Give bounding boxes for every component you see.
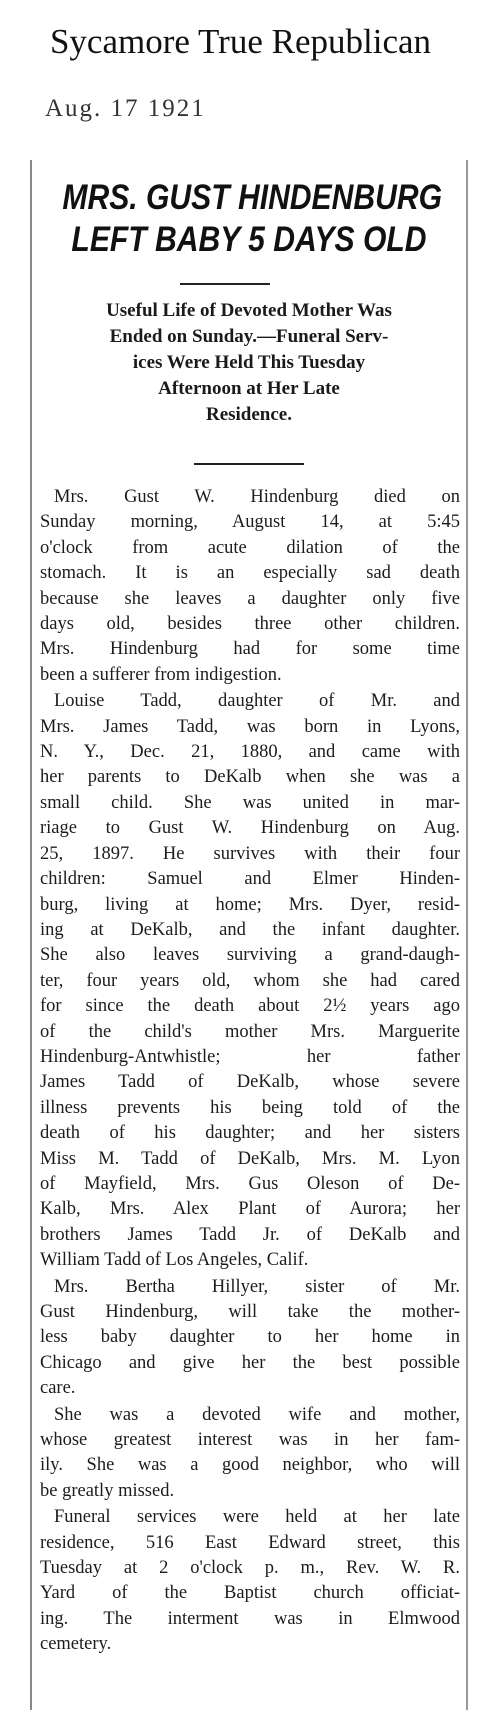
article-line: care. [40, 1378, 76, 1399]
subhead-line: Useful Life of Devoted Mother Was [106, 300, 392, 321]
article-line: of Mayfield, Mrs. Gus Oleson of De- [40, 1173, 460, 1194]
article-line: less baby daughter to her home in [40, 1327, 460, 1348]
article-line: ing at DeKalb, and the infant daughter. [40, 919, 460, 940]
article-line: small child. She was united in mar- [40, 792, 460, 813]
article-line: days old, besides three other children. [40, 614, 460, 635]
subhead-divider [194, 463, 304, 465]
article-line: brothers James Tadd Jr. of DeKalb and [40, 1224, 460, 1245]
article-line: riage to Gust W. Hindenburg on Aug. [40, 818, 460, 839]
article-line: Mrs. Hindenburg had for some time [40, 639, 460, 660]
headline-line-1: MRS. GUST HINDENBURG [62, 178, 442, 217]
article-line: o'clock from acute dilation of the [40, 537, 460, 558]
article-line: cemetery. [40, 1634, 112, 1655]
article-line: ter, four years old, whom she had cared [40, 970, 460, 991]
article-line: Kalb, Mrs. Alex Plant of Aurora; her [40, 1199, 460, 1220]
article-line: William Tadd of Los Angeles, Calif. [40, 1250, 309, 1271]
article-line: Funeral services were held at her late [54, 1507, 460, 1528]
article-line: been a sufferer from indigestion. [40, 664, 282, 685]
headline-line-2: LEFT BABY 5 DAYS OLD [71, 220, 427, 259]
article-line: James Tadd of DeKalb, whose severe [40, 1072, 460, 1093]
article-line: ing. The interment was in Elmwood [40, 1608, 460, 1629]
article-line: Chicago and give her the best possible [40, 1352, 460, 1373]
article-line: stomach. It is an especially sad death [40, 563, 460, 584]
article-line: residence, 516 East Edward street, this [40, 1532, 460, 1553]
subhead-line: Afternoon at Her Late [158, 378, 340, 399]
article-line: Miss M. Tadd of DeKalb, Mrs. M. Lyon [40, 1148, 460, 1169]
subhead-line: ices Were Held This Tuesday [132, 352, 366, 373]
article-line: burg, living at home; Mrs. Dyer, resid- [40, 894, 460, 915]
article-line: be greatly missed. [40, 1480, 175, 1501]
article-line: of the child's mother Mrs. Marguerite [40, 1021, 460, 1042]
article-line: Louise Tadd, daughter of Mr. and [54, 691, 460, 712]
article-line: Mrs. Gust W. Hindenburg died on [54, 487, 460, 507]
article-line: illness prevents his being told of the [40, 1097, 460, 1118]
article-line: because she leaves a daughter only five [40, 588, 460, 609]
article-line: Gust Hindenburg, will take the mother- [40, 1302, 460, 1322]
article-line: for since the death about 2½ years ago [40, 996, 460, 1017]
article-line: Hindenburg-Antwhistle; her father [40, 1046, 460, 1067]
article-line: N. Y., Dec. 21, 1880, and came with [40, 742, 460, 763]
article-clipping [30, 160, 468, 1710]
article-paragraph [40, 485, 460, 688]
article-line: children: Samuel and Elmer Hinden- [40, 869, 460, 890]
newspaper-masthead: Sycamore True Republican [49, 22, 432, 61]
subhead-line: Residence. [205, 404, 292, 425]
article-body [40, 485, 460, 1658]
article-line: She was a devoted wife and mother, [54, 1404, 460, 1425]
article-line: Sunday morning, August 14, at 5:45 [40, 512, 460, 533]
article-line: Tuesday at 2 o'clock p. m., Rev. W. R. [40, 1558, 460, 1579]
article-paragraph [40, 1505, 460, 1657]
article-line: her parents to DeKalb when she was a [40, 767, 460, 788]
article-line: 25, 1897. He survives with their four [40, 843, 460, 864]
article-line: death of his daughter; and her sisters [40, 1123, 460, 1144]
article-line: Mrs. Bertha Hillyer, sister of Mr. [54, 1276, 460, 1297]
article-line: whose greatest interest was in her fam- [40, 1430, 460, 1451]
article-paragraph [40, 1403, 460, 1505]
article-line: She also leaves surviving a grand-daugh- [40, 945, 460, 966]
article-paragraph [40, 689, 460, 1273]
article-paragraph [40, 1275, 460, 1402]
publication-date: Aug. 17 1921 [45, 95, 206, 122]
article-line: ily. She was a good neighbor, who will [40, 1455, 460, 1476]
article-line: Yard of the Baptist church officiat- [40, 1583, 460, 1604]
headline-divider [180, 283, 270, 285]
subheadline [32, 298, 466, 428]
subhead-line: Ended on Sunday.—Funeral Serv- [109, 326, 389, 347]
article-line: Mrs. James Tadd, was born in Lyons, [40, 716, 460, 737]
